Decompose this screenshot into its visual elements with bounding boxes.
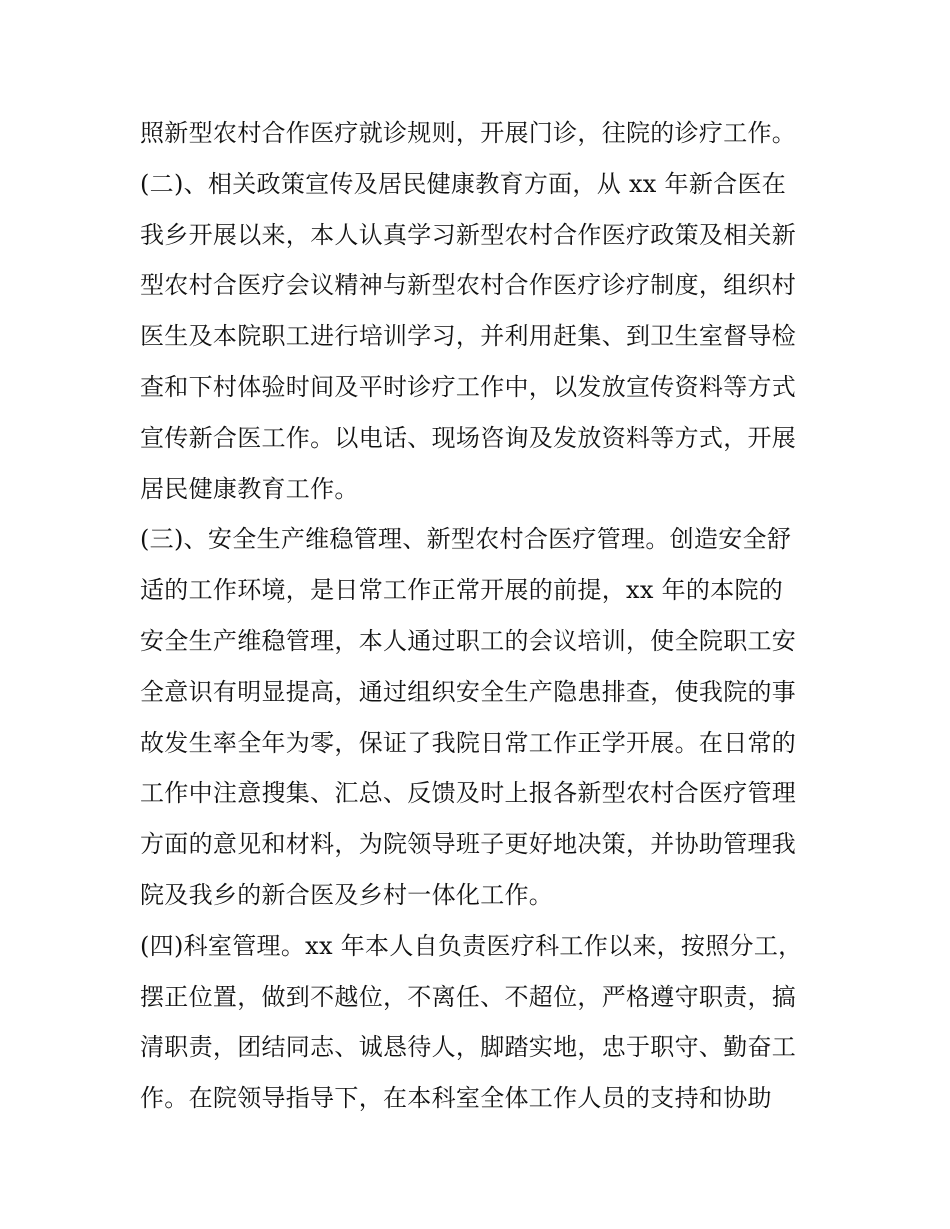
text-line-6: 查和下村体验时间及平时诊疗工作中，以发放宣传资料等方式 xyxy=(140,372,797,401)
text-line-12: 全意识有明显提高，通过组织安全生产隐患排查，使我院的事 xyxy=(140,677,797,706)
text-line-7: 宣传新合医工作。以电话、现场咨询及发放资料等方式，开展 xyxy=(140,423,797,452)
text-line-9: (三)、安全生产维稳管理、新型农村合医疗管理。创造安全舒 xyxy=(140,525,792,554)
text-line-8: 居民健康教育工作。 xyxy=(140,474,359,503)
text-line-18: 摆正位置，做到不越位，不离任、不超位，严格遵守职责，搞 xyxy=(140,982,797,1011)
text-line-1: 照新型农村合作医疗就诊规则，开展门诊，往院的诊疗工作。 xyxy=(140,119,797,147)
text-line-13: 故发生率全年为零，保证了我院日常工作正学开展。在日常的 xyxy=(140,728,797,757)
text-line-16: 院及我乡的新合医及乡村一体化工作。 xyxy=(140,880,554,909)
text-line-11: 安全生产维稳管理，本人通过职工的会议培训，使全院职工安 xyxy=(140,626,797,655)
text-line-19: 清职责，团结同志、诚恳待人，脚踏实地，忠于职守、勤奋工 xyxy=(140,1033,797,1062)
text-line-14: 工作中注意搜集、汇总、反馈及时上报各新型农村合医疗管理 xyxy=(140,779,797,808)
document-body xyxy=(140,108,820,1124)
text-line-4: 型农村合医疗会议精神与新型农村合作医疗诊疗制度，组织村 xyxy=(140,271,797,300)
text-line-20: 作。在院领导指导下，在本科室全体工作人员的支持和协助 xyxy=(140,1084,772,1113)
text-line-3: 我乡开展以来，本人认真学习新型农村合作医疗政策及相关新 xyxy=(140,220,797,249)
text-line-2: (二)、相关政策宣传及居民健康教育方面，从 xx 年新合医在 xyxy=(140,169,787,198)
text-line-17: (四)科室管理。xx 年本人自负责医疗科工作以来，按照分工， xyxy=(140,931,803,960)
text-line-5: 医生及本院职工进行培训学习，并利用赶集、到卫生室督导检 xyxy=(140,322,797,351)
text-line-10: 适的工作环境，是日常工作正常开展的前提，xx 年的本院的 xyxy=(140,576,784,605)
text-line-15: 方面的意见和材料，为院领导班子更好地决策，并协助管理我 xyxy=(140,830,797,859)
